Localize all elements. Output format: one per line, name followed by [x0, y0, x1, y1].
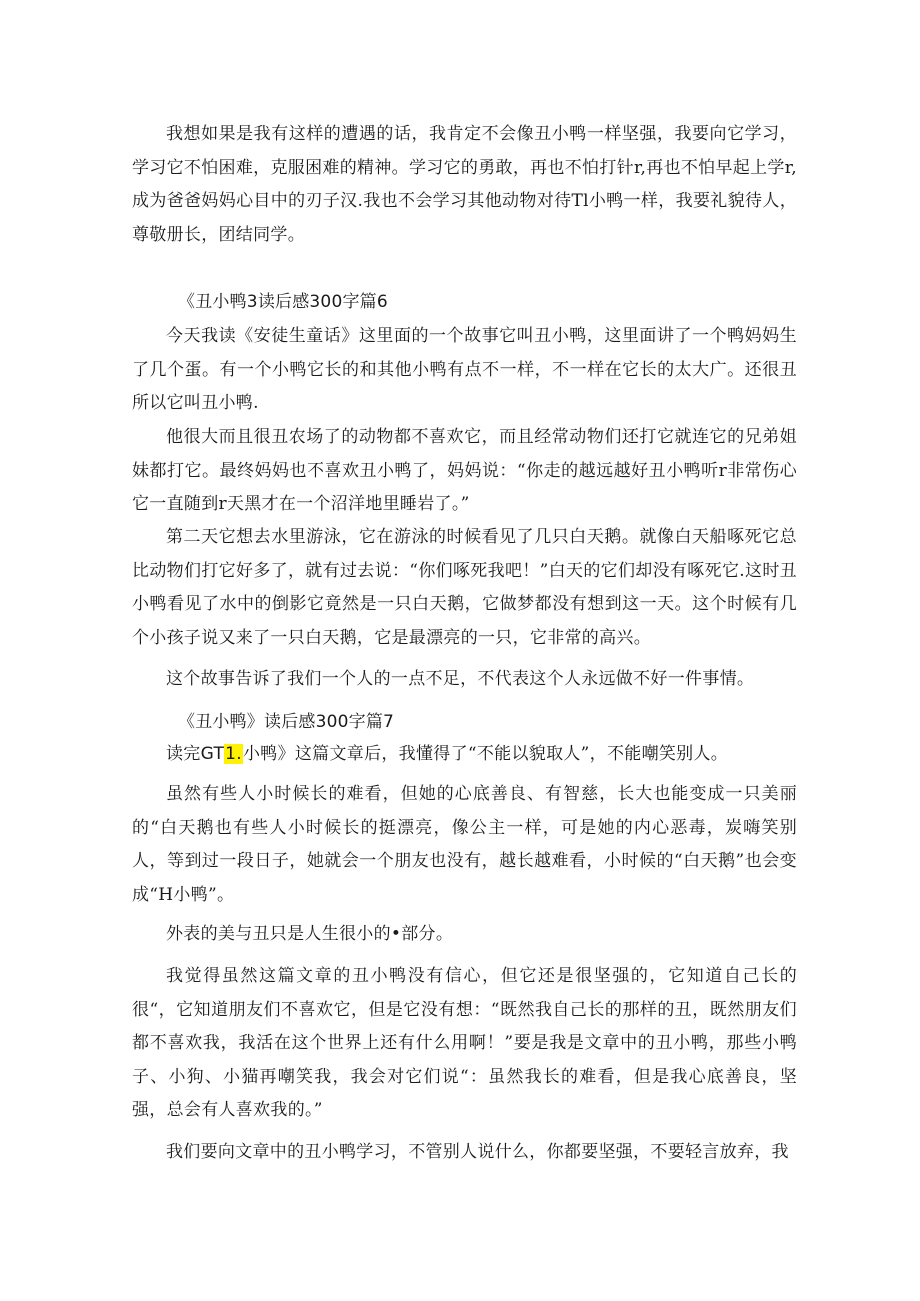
section-heading-7: 《丑小鸭》读后感300字篇7	[178, 712, 395, 732]
paragraph-conclusion: 我们要向文章中的丑小鸭学习，不管别人说什么，你都要坚强，不要轻言放弃，我	[166, 1142, 789, 1162]
paragraph-story-lesson: 这个故事告诉了我们一个人的一点不足，不代表这个人永远做不好一件事情。	[166, 669, 755, 689]
paragraph-beauty: 外表的美与丑只是人生很小的•部分。	[166, 924, 454, 944]
paragraph-courage: 我觉得虽然这篇文章的丑小鸭没有信心，但它还是很坚强的，它知道自己长的很“，它知道朋友们不喜欢它，但是它没有想：“既然我自己长的那样的丑，既然朋友们都不喜欢我，我活在这个世界上还有什么用啊！”要是我是文章中的丑小鸭，那些小鸭子、小狗、小猫再嘲笑我，我会对它们说“：虽然我长的难看，但是我心底善良，坚强，总会有人喜欢我的。”	[132, 966, 797, 1120]
paragraph-essay-intro	[132, 738, 797, 772]
essay-intro-text: 小鸭》这篇文章后，我懂得了“不能以貌取人”，不能嘲笑别人。	[242, 744, 729, 764]
paragraph-story-rejection: 他很大而且很丑农场了的动物都不喜欢它，而且经常动物们还打它就连它的兄弟姐妹都打它。最终妈妈也不喜欢丑小鸭了，妈妈说：“你走的越远越好丑小鸭听r非常伤心它一直随到r天黑才在一个沼洋地里睡岩了。”	[132, 427, 797, 514]
paragraph-reflection: 我想如果是我有这样的遭遇的话，我肯定不会像丑小鸭一样坚强，我要向它学习，学习它不怕困难，克服困难的精神。学习它的勇敢，再也不怕打针r,再也不怕早起上学r,成为爸爸妈妈心目中的刃子汉.我也不会学习其他动物对待Tl小鸭一样，我要礼貌待人，尊敬册长，团结同学。	[132, 124, 797, 245]
paragraph-appearance: 虽然有些人小时候长的难看，但她的心底善良、有智慈，长大也能变成一只美丽的“白天鹅也有些人小时候长的挺漂亮，像公主一样，可是她的内心恶毒，炭嗨笑别人，等到过一段日子，她就会一个朋友也没有，越长越难看，小时候的“白天鹅”也会变成“H小鸭”。	[132, 784, 797, 905]
highlighted-text: 1.	[225, 744, 242, 764]
essay-intro-prefix: 读完GT	[166, 744, 225, 764]
section-heading-6: 《丑小鸭3读后感300字篇6	[178, 292, 388, 312]
paragraph-story-swans: 第二天它想去水里游泳，它在游泳的时候看见了几只白天鹅。就像白天船啄死它总比动物们打它好多了，就有过去说：“你们啄死我吧！”白天的它们却没有啄死它.这时丑小鸭看见了水中的倒影它竟然是一只白天鹅，它做梦都没有想到这一天。这个时候有几个小孩子说又来了一只白天鹅，它是最漂亮的一只，它非常的高兴。	[132, 527, 797, 648]
paragraph-story-intro: 今天我读《安徒生童话》这里面的一个故事它叫丑小鸭，这里面讲了一个鸭妈妈生了几个蛋。有一个小鸭它长的和其他小鸭有点不一样，不一样在它长的太大广。还很丑所以它叫丑小鸭.	[132, 326, 797, 413]
